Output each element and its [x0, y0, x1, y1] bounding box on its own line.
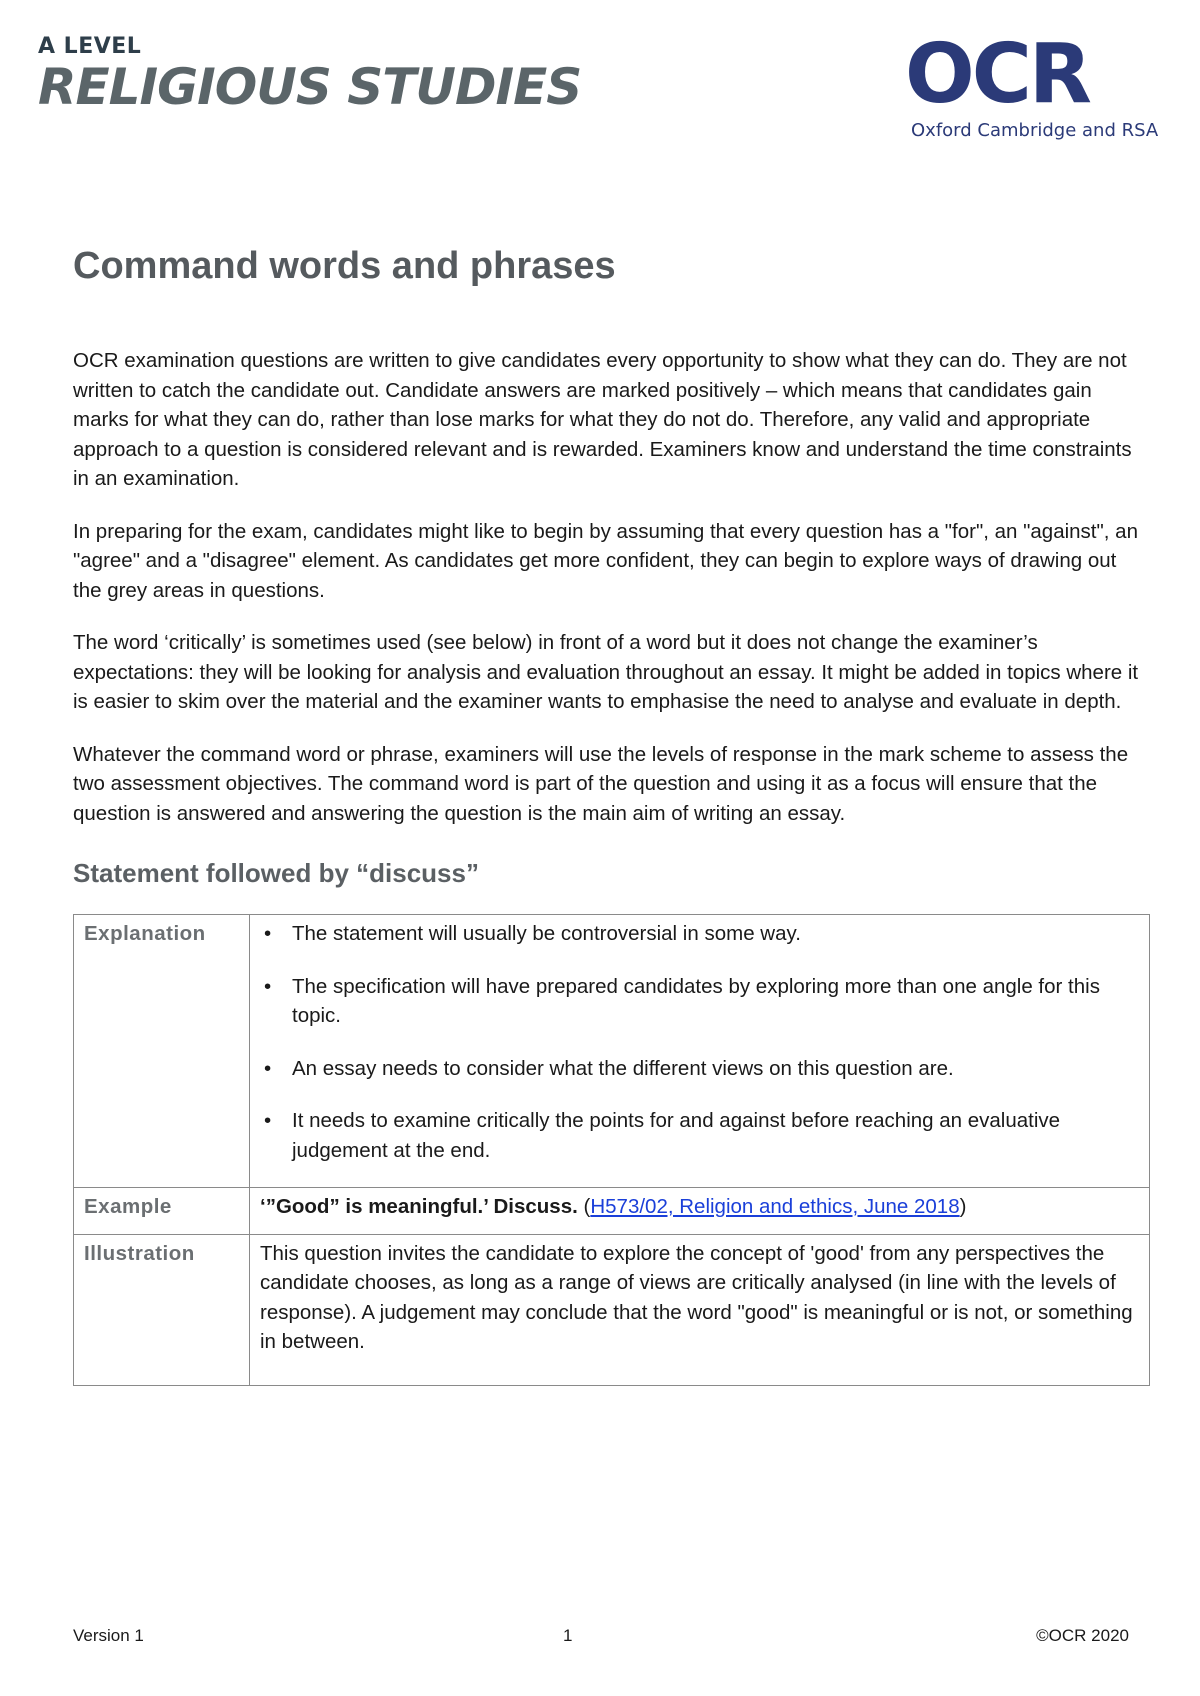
example-paper-link[interactable]: H573/02, Religion and ethics, June 2018 — [590, 1195, 960, 1218]
list-item-text: An essay needs to consider what the different views on this question are. — [292, 1056, 954, 1080]
list-item — [260, 919, 1139, 949]
page-title: Command words and phrases — [73, 245, 616, 287]
bullet-icon: • — [264, 974, 272, 998]
example-question: ‘”Good” is meaningful.’ Discuss. — [260, 1195, 578, 1218]
table-row-example — [74, 1188, 1150, 1235]
list-item — [260, 972, 1139, 1031]
page-number: 1 — [563, 1626, 573, 1645]
explanation-label: Explanation — [74, 915, 250, 1188]
list-item-text: The specification will have prepared candidates by exploring more than one angle for this topic. — [292, 974, 1100, 1027]
version-label: Version 1 — [73, 1626, 144, 1645]
intro-paragraph-1: OCR examination questions are written to give candidates every opportunity to show what they can do. They are not written to catch the candidate out. Candidate answers are marked positively – which means that candidates gain marks for what they can do, rather than lose marks for what they do not do. Therefore, any valid and appropriate approach to a question is considered relevant and is rewarded. Examiners know and understand the time constraints in an examination. — [73, 349, 1132, 490]
bullet-icon: • — [264, 922, 272, 945]
ocr-logo-tagline: Oxford Cambridge and RSA — [911, 120, 1159, 141]
copyright-notice: ©OCR 2020 — [1036, 1626, 1129, 1645]
list-item-text: It needs to examine critically the points for and against before reaching an evaluative judgement at the end. — [292, 1109, 1061, 1162]
example-label: Example — [74, 1188, 250, 1235]
section-heading: Statement followed by “discuss” — [73, 858, 479, 888]
illustration-text: This question invites the candidate to explore the concept of 'good' from any perspectives the candidate chooses, as long as a range of views are critically analysed (in line with the levels of response). A judgement may conclude that the word "good" is meaningful or is not, or something in between. — [250, 1234, 1150, 1385]
list-item-text: The statement will usually be controversial in some way. — [292, 922, 801, 945]
bullet-icon: • — [264, 1109, 272, 1132]
command-word-table — [73, 914, 1150, 1386]
example-close-paren: ) — [959, 1195, 967, 1218]
ocr-logo-mark: OCR — [905, 27, 1090, 122]
table-row-illustration — [74, 1234, 1150, 1385]
example-open-paren: ( — [577, 1195, 591, 1218]
intro-paragraph-4: Whatever the command word or phrase, examiners will use the levels of response in the mark scheme to assess the two assessment objectives. The command word is part of the question and using it as a focus will ensure that the question is answered and answering the question is the main aim of writing an essay. — [73, 742, 1129, 825]
table-row-explanation — [74, 915, 1150, 1188]
example-cell — [250, 1188, 1150, 1235]
list-item — [260, 1106, 1139, 1165]
subject-title: RELIGIOUS STUDIES — [38, 58, 582, 116]
intro-paragraph-3: The word ‘critically’ is sometimes used (see below) in front of a word but it does not change the examiner’s expectations: they will be looking for analysis and evaluation throughout an essay. It might be added in topics where it is easier to skim over the material and the examiner wants to emphasise the need to analyse and evaluate in depth. — [73, 631, 1139, 713]
intro-paragraph-2: In preparing for the exam, candidates might like to begin by assuming that every question has a "for", an "against", an "agree" and a "disagree" element. As candidates get more confident, they can begin to explore ways of drawing out the grey areas in questions. — [73, 519, 1138, 602]
list-item — [260, 1054, 1139, 1084]
ocr-logo — [905, 27, 1165, 144]
explanation-list — [260, 919, 1139, 1165]
illustration-label: Illustration — [74, 1234, 250, 1385]
qualification-level: A LEVEL — [38, 34, 142, 59]
document-header — [38, 34, 582, 116]
explanation-cell — [250, 915, 1150, 1188]
bullet-icon: • — [264, 1056, 272, 1080]
main-content — [73, 245, 1148, 1386]
